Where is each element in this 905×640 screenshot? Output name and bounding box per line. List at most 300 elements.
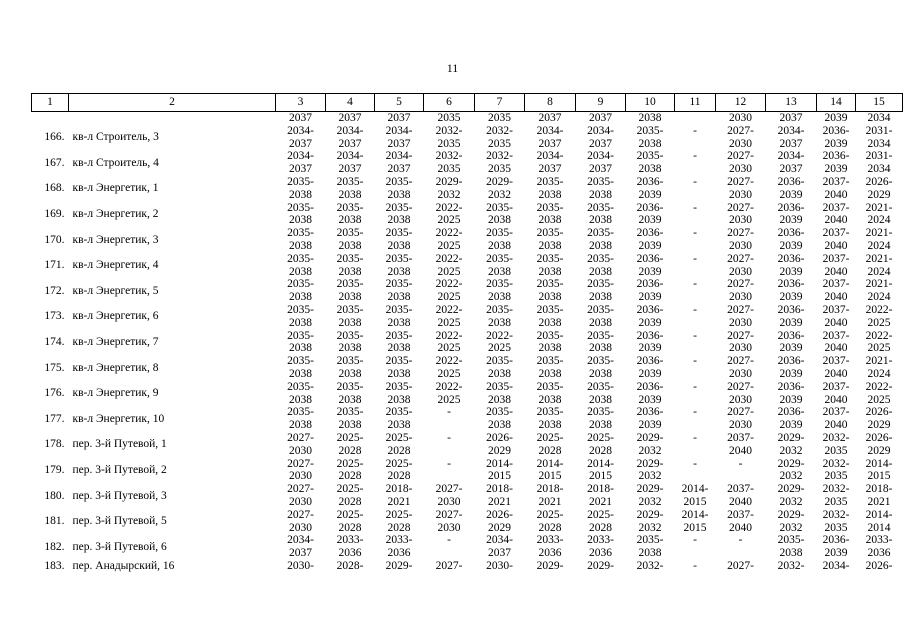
row-number: 179. [44, 463, 65, 476]
table-row [32, 304, 903, 330]
year-cell [675, 112, 716, 125]
year-cell: 2035- 2038 [636, 534, 664, 560]
column-header-2: 2 [69, 94, 276, 112]
year-cell: 2035- 2038 [486, 227, 513, 252]
year-cell: 2035- 2038 [385, 227, 413, 252]
column-header-8: 8 [525, 94, 576, 112]
row-number: 180. [44, 489, 65, 502]
year-cell: 2035- 2038 [287, 380, 314, 406]
row-number: 175. [44, 361, 65, 374]
year-cell: 2035- 2038 [536, 406, 564, 432]
address-cell: кв-л Энергетик, 2 [72, 207, 159, 220]
year-cell: 2025- 2028 [587, 508, 614, 534]
year-cell: 2014- 2015 [681, 483, 709, 508]
year-cell: 2035- 2038 [536, 227, 564, 252]
year-cell: 2035- 2038 [336, 406, 364, 432]
year-cell: 2035- 2038 [587, 201, 614, 227]
year-cell: 2029- [587, 559, 614, 572]
year-cell: 2027- 2030 [727, 278, 754, 304]
year-cell: 2035- 2038 [536, 175, 564, 201]
year-cell: - [693, 355, 697, 368]
year-cell: 2026- 2029 [865, 431, 893, 457]
year-cell: 2034- 2037 [385, 124, 413, 150]
year-cell: 2035- 2038 [385, 406, 413, 432]
year-cell: 2035- 2038 [486, 252, 513, 278]
year-cell: 2027- 2030 [287, 457, 314, 483]
year-cell: 2022- 2025 [865, 303, 893, 329]
column-header-5: 5 [375, 94, 424, 112]
table-row [32, 355, 903, 381]
year-cell: - [693, 559, 697, 572]
year-cell: 2035- 2038 [287, 227, 314, 252]
year-cell: 2034- 2037 [336, 124, 364, 150]
table-row [32, 125, 903, 151]
address-cell: пер. 3-й Путевой, 6 [72, 540, 167, 553]
year-cell: - [693, 380, 697, 393]
year-cell: 2035- 2038 [636, 150, 664, 176]
year-cell: 2037- 2040 [822, 303, 850, 329]
year-cell: 2018- 2021 [486, 483, 513, 508]
year-cell: 2035- 2038 [385, 201, 413, 227]
year-cell: 2035- 2038 [336, 303, 364, 329]
year-cell: 2035- 2038 [536, 329, 564, 355]
data-table [31, 93, 903, 573]
year-cell: 2035- 2038 [385, 175, 413, 201]
year-cell: 2027- 2030 [727, 124, 754, 150]
year-cell: 2025- 2028 [385, 457, 413, 483]
year-cell: - [693, 406, 697, 419]
year-cell: 2033- 2036 [587, 534, 614, 560]
address-cell: кв-л Энергетик, 9 [72, 387, 159, 400]
year-cell: 2036- 2039 [822, 534, 850, 560]
year-cell: 2014- 2014 [865, 508, 893, 534]
year-cell: 2034- 2037 [587, 150, 614, 176]
page-number: 11 [446, 61, 459, 75]
row-number: 170. [44, 233, 65, 246]
year-cell: 2025- 2028 [385, 508, 413, 534]
year-cell: 2036- 2039 [636, 175, 664, 201]
year-cell: 2035- 2038 [287, 329, 314, 355]
column-header-1: 1 [32, 94, 69, 112]
year-cell: 2037- 2040 [727, 431, 754, 457]
year-cell: 2014- 2015 [681, 508, 709, 534]
year-cell: 2029- 2032 [435, 175, 463, 201]
year-cell: 2037- 2040 [727, 508, 754, 534]
year-cell: 2027- 2030 [727, 227, 754, 252]
year-cell: 2034- 2037 [385, 150, 413, 176]
year-cell: 2035- 2038 [587, 355, 614, 380]
year-cell: 2014- 2015 [865, 457, 893, 483]
year-cell: 2036- 2039 [777, 303, 805, 329]
year-cell: - [693, 534, 697, 547]
row-number: 172. [44, 284, 65, 297]
year-cell: 2032- 2035 [435, 150, 463, 176]
address-cell: кв-л Энергетик, 7 [72, 335, 159, 348]
year-cell: 2035- 2038 [486, 380, 513, 406]
table-row [32, 406, 903, 432]
year-cell: 2036- 2039 [777, 406, 805, 432]
year-cell: 2018- 2021 [536, 483, 564, 508]
year-cell: 2026- 2029 [486, 431, 513, 457]
year-cell: 2037- 2040 [822, 355, 850, 380]
row-number: 166. [44, 131, 65, 144]
table-row [32, 509, 903, 535]
year-cell: 2032- 2035 [486, 150, 513, 176]
year-cell: 2027- 2030 [727, 201, 754, 227]
year-cell: 2036- 2039 [636, 303, 664, 329]
year-cell: 2027- 2030 [727, 355, 754, 380]
address-cell: кв-л Энергетик, 8 [72, 361, 159, 374]
year-cell: 2029- 2032 [777, 457, 805, 483]
year-cell: 2035- 2038 [385, 380, 413, 406]
year-cell: 2033- 2036 [865, 534, 893, 560]
year-cell: - [447, 431, 451, 444]
table-body [32, 112, 903, 573]
year-cell: 2025- 2028 [336, 431, 364, 457]
year-cell: 2034- 2037 [486, 534, 513, 560]
year-cell: 2036- 2039 [777, 175, 805, 201]
year-cell: 2035- 2038 [486, 355, 513, 380]
year-cell: 2029- 2032 [636, 431, 664, 457]
year-cell: - [447, 534, 451, 547]
table-row [32, 381, 903, 407]
year-cell: 2027- 2030 [727, 406, 754, 432]
year-cell: 2036- 2039 [822, 124, 850, 150]
year-cell: 2035- 2038 [536, 252, 564, 278]
year-cell: 2032- [636, 559, 664, 572]
year-cell: 2021- 2024 [865, 252, 893, 278]
year-cell: 2022- 2025 [435, 303, 463, 329]
year-cell: 2035- 2038 [385, 252, 413, 278]
year-cell: 2035- 2038 [287, 175, 314, 201]
year-cell: 2030- [486, 559, 513, 572]
year-cell: 2027- 2030 [727, 175, 754, 201]
year-cell: 2036- 2039 [777, 201, 805, 227]
year-cell: - [693, 227, 697, 240]
year-cell: 2025- 2028 [536, 508, 564, 534]
row-number: 177. [44, 412, 65, 425]
year-cell: 2031- 2034 [865, 150, 893, 176]
table-row [32, 458, 903, 484]
year-cell: 2027- [435, 559, 463, 572]
row-number: 176. [44, 387, 65, 400]
table-row [32, 202, 903, 228]
year-cell: 2037- 2040 [822, 252, 850, 278]
row-number: 182. [44, 540, 65, 553]
year-cell: - [738, 457, 743, 470]
year-cell: 2035- 2038 [287, 303, 314, 329]
year-cell: 2033- 2036 [385, 534, 413, 560]
year-cell: 2035- 2038 [536, 355, 564, 380]
year-cell: - [693, 150, 697, 163]
year-cell: 2027- 2030 [727, 252, 754, 278]
year-cell: 2027- 2030 [435, 508, 463, 534]
year-cell: 2035- 2038 [536, 380, 564, 406]
year-cell: 2025- 2028 [336, 483, 364, 508]
year-cell: 2022- 2025 [435, 227, 463, 252]
year-cell: 2018- 2021 [385, 483, 413, 508]
table-row [32, 150, 903, 176]
year-cell: 2035- 2038 [486, 278, 513, 304]
year-cell: - [693, 278, 697, 291]
year-cell: 2034 [867, 112, 891, 124]
year-cell: 2035- 2038 [336, 329, 364, 355]
year-cell: 2021- 2024 [865, 355, 893, 380]
year-cell: 2036- 2039 [636, 355, 664, 380]
row-number: 169. [44, 207, 65, 220]
year-cell: 2018- 2021 [587, 483, 614, 508]
year-cell: 2022- 2025 [435, 278, 463, 304]
year-cell: 2025- 2028 [587, 431, 614, 457]
year-cell: 2022- 2025 [435, 252, 463, 278]
year-cell: 2035- 2038 [777, 534, 805, 560]
table-row [32, 483, 903, 509]
year-cell: 2037- 2040 [822, 175, 850, 201]
year-cell: 2025- 2028 [536, 431, 564, 457]
year-cell: 2036- 2039 [777, 329, 805, 355]
column-header-10: 10 [626, 94, 675, 112]
year-cell: 2027- 2030 [727, 329, 754, 355]
year-cell: 2037- 2040 [822, 329, 850, 355]
column-header-6: 6 [424, 94, 475, 112]
year-cell: 2036- 2039 [636, 329, 664, 355]
year-cell: 2022- 2025 [435, 355, 463, 380]
year-cell: 2035- 2038 [536, 201, 564, 227]
table-row [32, 432, 903, 458]
year-cell: 2037 [779, 112, 803, 124]
year-cell: - [693, 252, 697, 265]
year-cell: 2014- 2015 [536, 457, 564, 483]
year-cell: 2022- 2025 [486, 329, 513, 355]
row-number: 174. [44, 335, 65, 348]
year-cell: 2018- 2021 [865, 483, 893, 508]
address-cell: кв-л Строитель, 4 [72, 156, 159, 169]
address-cell: пер. 3-й Путевой, 1 [72, 438, 167, 451]
year-cell: 2035- 2038 [385, 329, 413, 355]
year-cell: 2036- 2039 [636, 278, 664, 304]
year-cell: 2037 [338, 112, 362, 124]
year-cell: 2035- 2038 [385, 355, 413, 380]
year-cell: 2035- 2038 [536, 278, 564, 304]
address-cell: пер. 3-й Путевой, 2 [72, 463, 167, 476]
row-number: 167. [44, 156, 65, 169]
year-cell: 2027- 2030 [287, 508, 314, 534]
year-cell: 2035- 2038 [336, 380, 364, 406]
year-cell: 2032- 2035 [822, 483, 850, 508]
year-cell: 2036- 2039 [636, 252, 664, 278]
year-cell: 2036- 2039 [822, 150, 850, 176]
year-cell: 2035- 2038 [587, 227, 614, 252]
address-cell: кв-л Энергетик, 1 [72, 182, 159, 195]
year-cell: 2030- [287, 559, 314, 572]
year-cell: 2032- [777, 559, 805, 572]
year-cell: 2036- 2039 [777, 278, 805, 304]
year-cell: 2029- 2032 [777, 431, 805, 457]
column-header-14: 14 [817, 94, 856, 112]
year-cell: 2034- 2037 [536, 124, 564, 150]
year-cell: 2034- 2037 [536, 150, 564, 176]
row-number [32, 112, 69, 125]
year-cell: - [693, 124, 697, 137]
year-cell: 2036- 2039 [777, 380, 805, 406]
table-row [32, 278, 903, 304]
year-cell: 2038 [638, 112, 662, 124]
year-cell: 2035- 2038 [287, 355, 314, 380]
row-number: 168. [44, 182, 65, 195]
year-cell: 2031- 2034 [865, 124, 893, 150]
year-cell: 2035- 2038 [336, 278, 364, 304]
year-cell: 2036- 2039 [777, 227, 805, 252]
year-cell: - [447, 457, 451, 470]
year-cell: 2034- [822, 559, 850, 572]
year-cell: 2027- 2030 [727, 150, 754, 176]
year-cell: 2039 [824, 112, 848, 124]
address-cell: пер. 3-й Путевой, 5 [72, 515, 167, 528]
year-cell: 2021- 2024 [865, 278, 893, 304]
table-row [32, 253, 903, 279]
year-cell: 2035- 2038 [587, 329, 614, 355]
column-header-12: 12 [716, 94, 766, 112]
address-cell: кв-л Энергетик, 5 [72, 284, 159, 297]
year-cell: 2036- 2039 [636, 380, 664, 406]
year-cell: 2026- 2029 [865, 175, 893, 201]
year-cell: 2037 [589, 112, 612, 124]
year-cell: 2029- [536, 559, 564, 572]
year-cell: - [693, 329, 697, 342]
table-row [32, 330, 903, 356]
year-cell: 2036- 2039 [777, 252, 805, 278]
column-header-4: 4 [326, 94, 375, 112]
year-cell: 2037- 2040 [822, 380, 850, 406]
table-row [32, 112, 903, 125]
year-cell: 2035- 2038 [587, 252, 614, 278]
address-cell: пер. Анадырский, 16 [72, 559, 175, 572]
year-cell: 2035- 2038 [587, 406, 614, 432]
year-cell: 2032- 2035 [822, 431, 850, 457]
column-header-7: 7 [475, 94, 525, 112]
year-cell: 2022- 2025 [435, 329, 463, 355]
year-cell: 2027- 2030 [287, 483, 314, 508]
year-cell: 2025- 2028 [336, 508, 364, 534]
year-cell: 2035- 2038 [336, 355, 364, 380]
year-cell: 2021- 2024 [865, 227, 893, 252]
year-cell: 2037- 2040 [727, 483, 754, 508]
header-row [32, 94, 903, 112]
year-cell: 2035 [488, 112, 511, 124]
year-cell: 2037- 2040 [822, 201, 850, 227]
year-cell: 2035- 2038 [287, 252, 314, 278]
column-header-11: 11 [675, 94, 716, 112]
year-cell: 2035- 2038 [385, 303, 413, 329]
year-cell: 2037- 2040 [822, 227, 850, 252]
year-cell: 2029- 2032 [777, 483, 805, 508]
year-cell: 2035- 2038 [486, 303, 513, 329]
address-cell: кв-л Энергетик, 10 [72, 412, 165, 425]
row-number: 181. [44, 515, 65, 528]
row-number: 178. [44, 438, 65, 451]
year-cell: 2022- 2025 [865, 380, 893, 406]
year-cell: 2035- 2038 [536, 303, 564, 329]
year-cell: 2037 [387, 112, 411, 124]
year-cell: 2035- 2038 [336, 252, 364, 278]
year-cell: 2035- 2038 [336, 175, 364, 201]
year-cell: 2030 [729, 112, 752, 124]
year-cell: 2029- 2032 [636, 457, 664, 483]
year-cell: 2027- 2030 [727, 380, 754, 406]
year-cell: 2035- 2038 [287, 406, 314, 432]
address-cell: кв-л Энергетик, 4 [72, 259, 159, 272]
year-cell: 2027- [727, 559, 754, 572]
year-cell: 2035- 2038 [636, 124, 664, 150]
year-cell: 2014- 2015 [587, 457, 614, 483]
year-cell: - [738, 534, 743, 547]
year-cell: 2037 [538, 112, 562, 124]
year-cell: 2036- 2039 [777, 355, 805, 380]
address-cell: кв-л Энергетик, 6 [72, 310, 159, 323]
year-cell: 2029- [385, 559, 413, 572]
year-cell: 2025- 2028 [385, 431, 413, 457]
table-row [32, 534, 903, 560]
table-row [32, 560, 903, 573]
year-cell: 2037- 2040 [822, 406, 850, 432]
year-cell: 2037 [289, 112, 312, 124]
year-cell: 2026- 2029 [865, 406, 893, 432]
year-cell: 2035- 2038 [587, 380, 614, 406]
year-cell: 2029- 2032 [636, 508, 664, 534]
row-number: 171. [44, 259, 65, 272]
column-header-3: 3 [276, 94, 326, 112]
year-cell: 2035- 2038 [587, 175, 614, 201]
year-cell: 2026- [865, 559, 893, 572]
year-cell: - [693, 201, 697, 214]
year-cell: - [693, 457, 697, 470]
address-cell [69, 112, 276, 125]
column-header-15: 15 [856, 94, 903, 112]
year-cell: 2035- 2038 [287, 278, 314, 304]
row-number: 173. [44, 310, 65, 323]
year-cell: 2021- 2024 [865, 201, 893, 227]
year-cell: 2022- 2025 [865, 329, 893, 355]
year-cell: 2033- 2036 [536, 534, 564, 560]
year-cell: 2025- 2028 [336, 457, 364, 483]
year-cell: 2022- 2025 [435, 380, 463, 406]
row-number: 183. [44, 559, 65, 572]
year-cell: 2036- 2039 [636, 227, 664, 252]
year-cell: 2034- 2037 [336, 150, 364, 176]
year-cell: 2029- 2032 [486, 175, 513, 201]
year-cell: 2035- 2038 [385, 278, 413, 304]
year-cell: - [693, 431, 697, 444]
year-cell: 2027- 2030 [287, 431, 314, 457]
year-cell: 2032- 2035 [822, 508, 850, 534]
year-cell: - [693, 175, 697, 188]
year-cell: - [447, 406, 451, 419]
year-cell: 2034- 2037 [287, 150, 314, 176]
year-cell: 2034- 2037 [587, 124, 614, 150]
address-cell: кв-л Энергетик, 3 [72, 233, 159, 246]
year-cell: - [693, 303, 697, 316]
year-cell: 2026- 2029 [486, 508, 513, 534]
table-row [32, 176, 903, 202]
year-cell: 2022- 2025 [435, 201, 463, 227]
year-cell: 2034- 2037 [777, 124, 805, 150]
year-cell: 2029- 2032 [636, 483, 664, 508]
table-row [32, 227, 903, 253]
year-cell: 2032- 2035 [822, 457, 850, 483]
year-cell: 2035- 2038 [336, 227, 364, 252]
year-cell: 2035- 2038 [587, 303, 614, 329]
address-cell: кв-л Строитель, 3 [72, 131, 159, 144]
